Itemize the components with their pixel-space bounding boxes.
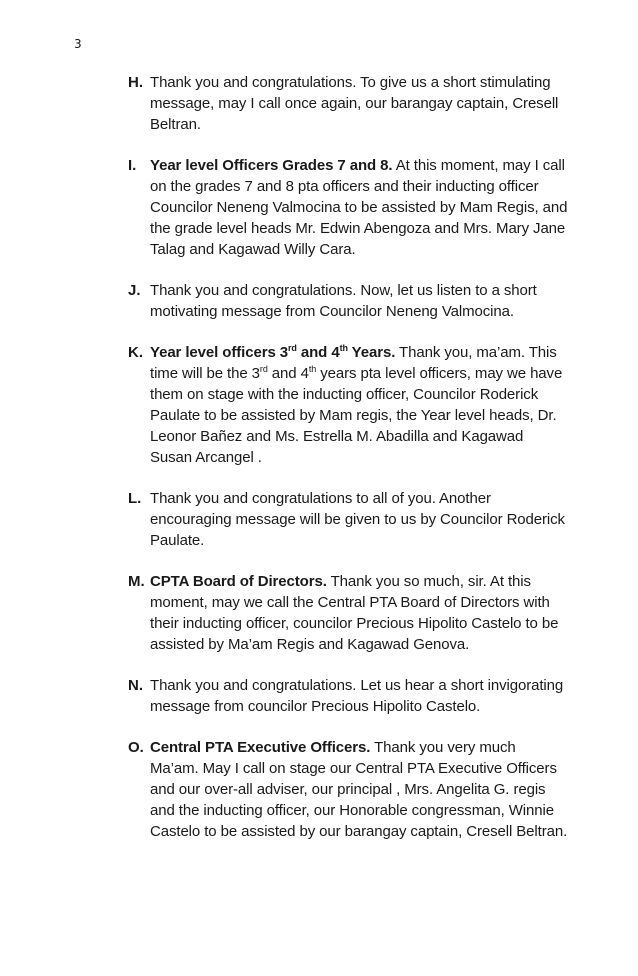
item-text — [150, 488, 568, 551]
list-item — [128, 675, 568, 717]
item-body: Thank you and congratulations. Now, let us listen to a short motivating message from Councilor Neneng Valmocina. — [150, 282, 537, 320]
item-text — [150, 280, 568, 322]
list-item — [128, 155, 568, 260]
item-marker: M. — [128, 573, 145, 590]
item-body: Thank you, ma’am. This time will be the 3 — [150, 344, 557, 382]
item-heading: Years. — [347, 344, 396, 361]
item-text — [150, 72, 568, 135]
item-marker: H. — [128, 74, 143, 91]
list-item — [128, 488, 568, 551]
item-marker: J. — [128, 282, 141, 299]
item-text — [150, 571, 568, 655]
list-item — [128, 342, 568, 468]
ordinal-suffix: th — [308, 364, 317, 374]
item-text — [150, 737, 568, 842]
item-body: years pta level officers, may we have them on stage with the inducting officer, Councilor Roderick Paulate to be assisted by Mam regis, the Year level heads, Dr. Leonor Bañez and Ms. Estrella M. Abadilla and Kagawad Susan Arcangel . — [150, 365, 563, 466]
item-marker: O. — [128, 739, 144, 756]
item-body: Thank you so much, sir. At this moment, may we call the Central PTA Board of Directors with their inducting officer, councilor Precious Hipolito Castelo to be assisted by Ma’am Regis and Kagawad Genova. — [150, 573, 559, 653]
ordinal-suffix: th — [339, 343, 348, 353]
ordinal-suffix: rd — [259, 364, 268, 374]
item-body: Thank you and congratulations to all of you. Another encouraging message will be given to us by Councilor Roderick Paulate. — [150, 490, 565, 549]
item-body: Thank you and congratulations. To give us a short stimulating message, may I call once again, our barangay captain, Cresell Beltran. — [150, 74, 559, 133]
item-marker: N. — [128, 677, 143, 694]
item-heading: Central PTA Executive Officers. — [150, 739, 371, 756]
item-body: At this moment, may I call on the grades 7 and 8 pta officers and their inducting officer Councilor Neneng Valmocina to be assisted by Mam Regis, and the grade level heads Mr. Edwin Abengoza and Mrs. Mary Jane Talag and Kagawad Willy Cara. — [150, 157, 568, 258]
item-heading: and 4 — [296, 344, 340, 361]
list-item — [128, 737, 568, 842]
list-item — [128, 72, 568, 135]
list-item — [128, 571, 568, 655]
item-heading: Year level Officers Grades 7 and 8. — [150, 157, 393, 174]
ordinal-suffix: rd — [288, 343, 297, 353]
item-heading: CPTA Board of Directors. — [150, 573, 327, 590]
item-body: Thank you very much Ma’am. May I call on stage our Central PTA Executive Officers and our over-all adviser, our principal , Mrs. Angelita G. regis and the inducting officer, our Honorable congressman, Winnie Castelo to be assisted by our barangay captain, Cresell Beltran. — [150, 739, 568, 840]
item-marker: K. — [128, 344, 143, 361]
item-body: and 4 — [267, 365, 309, 382]
program-items-list — [128, 72, 568, 862]
item-text — [150, 155, 568, 260]
item-text — [150, 342, 568, 468]
item-marker: I. — [128, 157, 137, 174]
item-body: Thank you and congratulations. Let us hear a short invigorating message from councilor Precious Hipolito Castelo. — [150, 677, 564, 715]
page-number: 3 — [74, 37, 82, 51]
item-text — [150, 675, 568, 717]
item-marker: L. — [128, 490, 142, 507]
item-heading: Year level officers 3 — [150, 344, 288, 361]
list-item — [128, 280, 568, 322]
